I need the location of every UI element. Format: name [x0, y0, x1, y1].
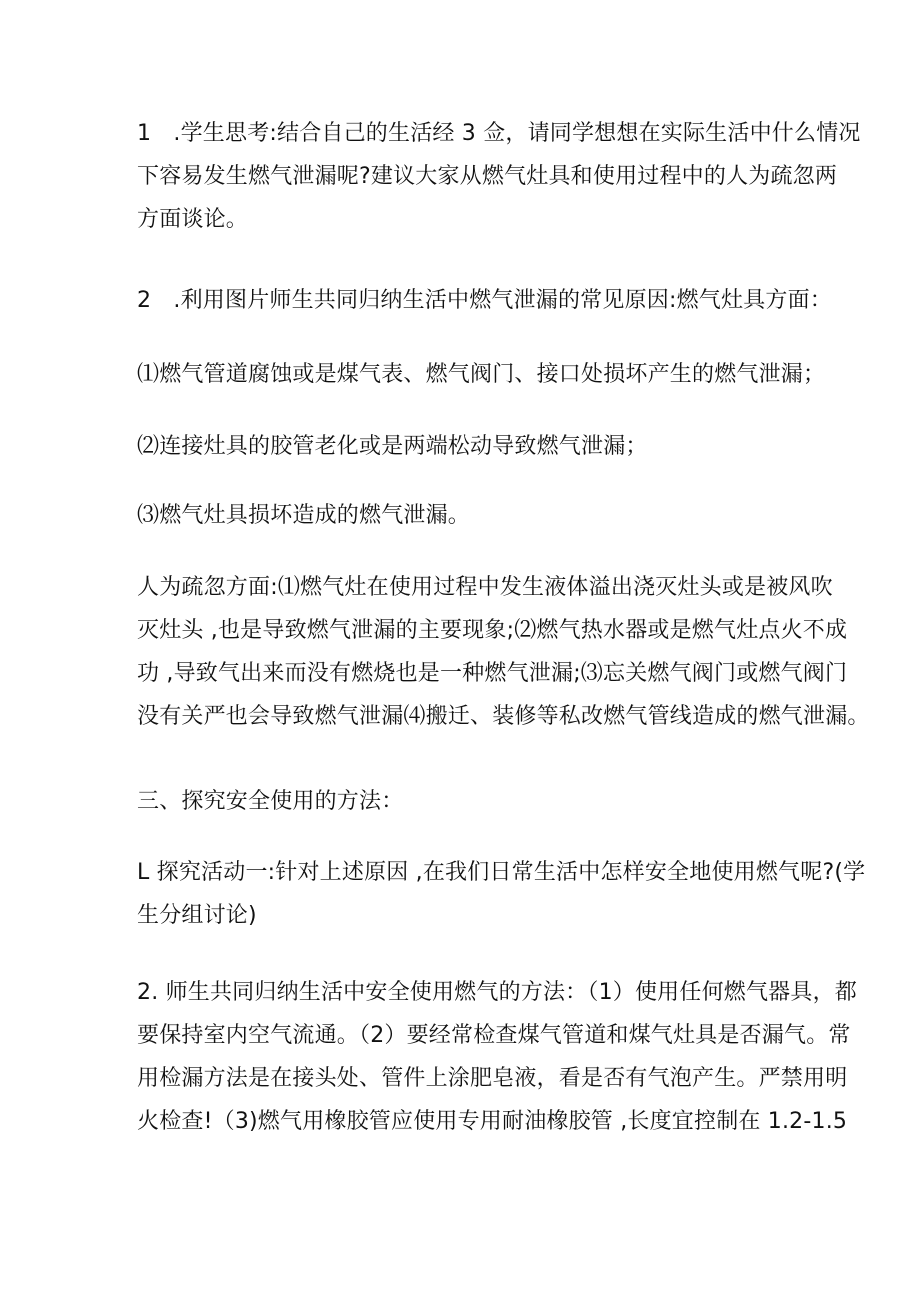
paragraph-cause-1: [137, 353, 826, 396]
text-line: ⑴燃气管道腐蚀或是煤气表、燃气阀门、接口处损坏产生的燃气泄漏；: [137, 362, 826, 387]
text-line: 人为疏忽方面:⑴燃气灶在使用过程中发生液体溢出浇灭灶头或是被风吹: [137, 575, 833, 600]
text-line: 火检查!（3)燃气用橡胶管应使用专用耐油橡胶管 ,长度宜控制在 1.2-1.5: [137, 1109, 848, 1134]
text-line: L 探究活动一:针对上述原因 ,在我们日常生活中怎样安全地使用燃气呢?(学: [137, 860, 866, 885]
paragraph-cause-2: [137, 425, 797, 468]
paragraph-activity-one: [137, 851, 866, 937]
text-line: 2. 师生共同归纳生活中安全使用燃气的方法：（1）使用任何燃气器具，都: [137, 980, 857, 1005]
paragraph-common-causes: [137, 279, 833, 322]
text-line: ⑶燃气灶具损坏造成的燃气泄漏。: [137, 503, 471, 528]
text-line: 下容易发生燃气泄漏呢?建议大家从燃气灶具和使用过程中的人为疏忽两: [137, 164, 838, 189]
text-line: 功 ,导致气出来而没有燃烧也是一种燃气泄漏;⑶忘关燃气阀门或燃气阀门: [137, 661, 848, 686]
text-line: 灭灶头 ,也是导致燃气泄漏的主要现象;⑵燃气热水器或是燃气灶点火不成: [137, 618, 848, 643]
text-line: 2 .利用图片师生共同归纳生活中燃气泄漏的常见原因:燃气灶具方面：: [137, 288, 833, 313]
paragraph-human-negligence: [137, 566, 870, 738]
text-line: 用检漏方法是在接头处、管件上涂肥皂液，看是否有气泡产生。严禁用明: [137, 1066, 848, 1091]
text-line: 没有关严也会导致燃气泄漏⑷搬迁、装修等私改燃气管线造成的燃气泄漏。: [137, 704, 870, 729]
text-line: 要保持室内空气流通。（2）要经常检查煤气管道和煤气灶具是否漏气。常: [137, 1023, 851, 1048]
text-line: 三、探究安全使用的方法：: [137, 789, 404, 814]
section-heading: [137, 780, 797, 823]
paragraph-safe-methods: [137, 971, 857, 1143]
text-line: 生分组讨论): [137, 903, 257, 928]
paragraph-student-thinking: [137, 112, 861, 241]
text-line: ⑵连接灶具的胶管老化或是两端松动导致燃气泄漏；: [137, 434, 648, 459]
paragraph-cause-3: [137, 494, 797, 537]
text-line: 方面谈论。: [137, 207, 249, 232]
text-line: 1 .学生思考:结合自己的生活经 3 佥，请同学想想在实际生活中什么情况: [137, 121, 861, 146]
